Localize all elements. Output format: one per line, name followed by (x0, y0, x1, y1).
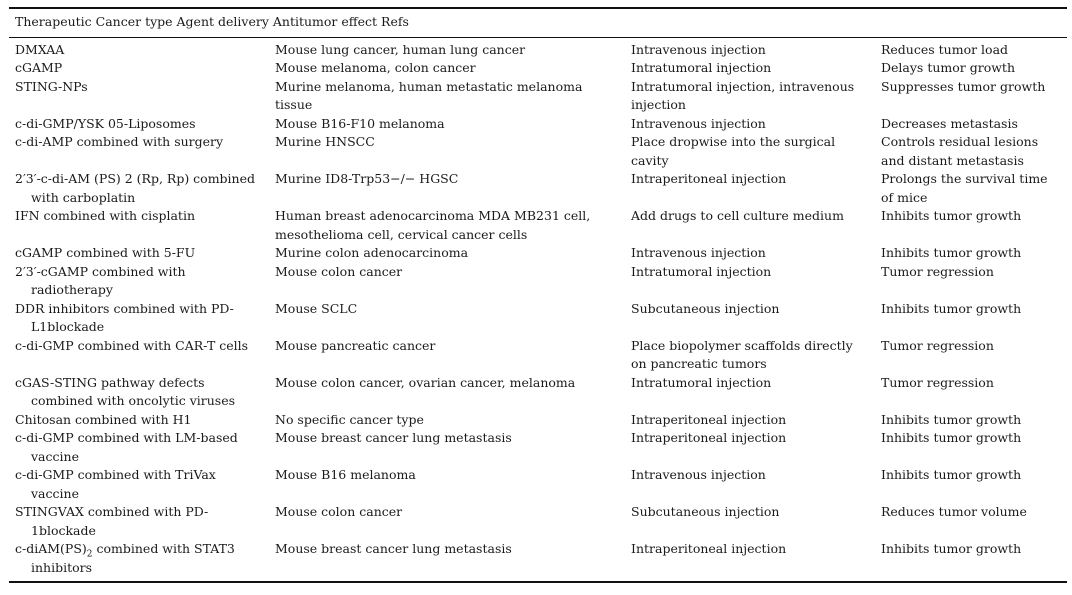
cell-agent: STINGVAX combined with PD-1blockade (15, 504, 209, 538)
cell-cancer-type: Mouse lung cancer, human lung cancer (275, 41, 526, 57)
cell-effect: Prolongs the survival time of mice (881, 171, 1048, 205)
cell-agent: c-di-GMP combined with LM-based vaccine (15, 430, 238, 464)
table-row (9, 411, 1067, 430)
cell-delivery: Intratumoral injection, intravenous injection (631, 78, 855, 112)
cell-effect: Tumor regression (881, 337, 994, 353)
cell-cancer-type: Mouse colon cancer (275, 504, 403, 519)
table-row (9, 300, 1067, 337)
cell-delivery: Intravenous injection (631, 115, 766, 131)
cell-agent: cGAS-STING pathway defects combined with oncolytic viruses (15, 374, 236, 408)
cell-effect: Inhibits tumor growth (881, 467, 1022, 482)
cell-delivery: Subcutaneous injection (631, 300, 780, 316)
cell-agent: c-di-GMP combined with CAR-T cells (15, 337, 249, 353)
cell-effect: Reduces tumor load (881, 41, 1009, 57)
table-body (9, 38, 1067, 578)
cell-delivery: Place dropwise into the surgical cavity (631, 134, 836, 168)
cell-delivery: Place biopolymer scaffolds directly on pancreatic tumors (631, 337, 853, 371)
cell-agent: STING-NPs (15, 78, 88, 94)
table-row (9, 41, 1067, 60)
cell-delivery: Intratumoral injection (631, 60, 772, 75)
table-row (9, 337, 1067, 374)
cell-delivery: Intravenous injection (631, 467, 766, 482)
table-row (9, 133, 1067, 170)
cell-effect: Delays tumor growth (881, 60, 1015, 75)
table-row (9, 429, 1067, 466)
table-row (9, 115, 1067, 134)
cell-cancer-type: Mouse melanoma, colon cancer (275, 60, 476, 75)
table-row (9, 78, 1067, 115)
cell-effect: Inhibits tumor growth (881, 430, 1022, 445)
cell-effect: Suppresses tumor growth (881, 78, 1046, 94)
table-row (9, 170, 1067, 207)
cell-cancer-type: Mouse B16-F10 melanoma (275, 115, 445, 131)
cell-cancer-type: Mouse breast cancer lung metastasis (275, 541, 512, 556)
cell-cancer-type: Mouse B16 melanoma (275, 467, 416, 482)
cell-delivery: Subcutaneous injection (631, 504, 780, 519)
cell-delivery: Intraperitoneal injection (631, 171, 787, 186)
cell-agent: c-di-AMP combined with surgery (15, 134, 224, 149)
cell-agent: c-di-GMP combined with TriVax vaccine (15, 467, 216, 501)
table-row (9, 540, 1067, 577)
therapy-table (9, 7, 1067, 583)
cell-delivery: Intraperitoneal injection (631, 541, 787, 556)
cell-agent: IFN combined with cisplatin (15, 208, 196, 223)
table-row (9, 244, 1067, 263)
cell-cancer-type: Murine ID8-Trp53−/− HGSC (275, 171, 459, 186)
cell-delivery: Intraperitoneal injection (631, 411, 787, 427)
cell-delivery: Intravenous injection (631, 245, 766, 260)
cell-agent: c-di-GMP/YSK 05-Liposomes (15, 115, 196, 131)
table-bottom-rule (9, 581, 1067, 583)
cell-agent: DMXAA (15, 41, 65, 57)
cell-agent: 2′3′-cGAMP combined with radiotherapy (15, 263, 186, 297)
cell-cancer-type: Mouse SCLC (275, 300, 358, 316)
cell-effect: Inhibits tumor growth (881, 300, 1022, 316)
cell-effect: Controls residual lesions and distant metastasis (881, 134, 1039, 168)
cell-effect: Inhibits tumor growth (881, 411, 1022, 427)
cell-cancer-type: Murine HNSCC (275, 134, 375, 149)
table-row (9, 59, 1067, 78)
cell-effect: Decreases metastasis (881, 115, 1018, 131)
agent-subscript: 2 (86, 549, 93, 560)
cell-agent: cGAMP (15, 60, 63, 75)
cell-delivery: Intravenous injection (631, 41, 766, 57)
cell-cancer-type: Murine melanoma, human metastatic melanoma tissue (275, 78, 583, 112)
cell-cancer-type: Mouse colon cancer (275, 263, 403, 279)
cell-cancer-type: Mouse pancreatic cancer (275, 337, 436, 353)
cell-delivery: Intraperitoneal injection (631, 430, 787, 445)
cell-delivery: Intratumoral injection (631, 374, 772, 390)
cell-cancer-type: Mouse breast cancer lung metastasis (275, 430, 512, 445)
cell-effect: Tumor regression (881, 263, 994, 279)
cell-effect: Inhibits tumor growth (881, 245, 1022, 260)
table-row (9, 207, 1067, 244)
cell-cancer-type: Human breast adenocarcinoma MDA MB231 cell, mesothelioma cell, cervical cancer cells (275, 208, 591, 242)
cell-effect: Inhibits tumor growth (881, 541, 1022, 556)
cell-cancer-type: No specific cancer type (275, 411, 424, 427)
cell-agent: DDR inhibitors combined with PD-L1blockade (15, 300, 234, 334)
cell-cancer-type: Murine colon adenocarcinoma (275, 245, 469, 260)
cell-agent (9, 540, 269, 577)
cell-agent: 2′3′-c-di-AM (PS) 2 (Rp, Rp) combined with carboplatin (15, 171, 256, 205)
cell-delivery: Intratumoral injection (631, 263, 772, 279)
cell-effect: Reduces tumor volume (881, 504, 1027, 519)
table-row (9, 503, 1067, 540)
table-header: Therapeutic Cancer type Agent delivery Antitumor effect Refs (15, 13, 409, 29)
table-row (9, 263, 1067, 300)
agent-text-post: combined with STAT3 inhibitors (31, 541, 235, 575)
table-row (9, 466, 1067, 503)
cell-agent: Chitosan combined with H1 (15, 411, 192, 427)
agent-text-pre: c-diAM(PS) (15, 541, 87, 556)
cell-agent: cGAMP combined with 5-FU (15, 245, 196, 260)
cell-effect: Inhibits tumor growth (881, 208, 1022, 223)
cell-effect: Tumor regression (881, 374, 994, 390)
cell-cancer-type: Mouse colon cancer, ovarian cancer, melanoma (275, 374, 576, 390)
cell-delivery: Add drugs to cell culture medium (631, 208, 844, 223)
table-row (9, 374, 1067, 411)
